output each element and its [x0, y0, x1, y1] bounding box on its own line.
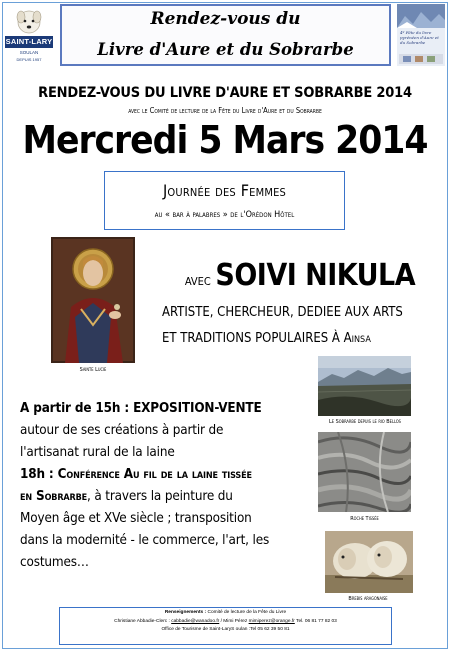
program-line-4 [20, 464, 316, 486]
guest-avec: avec [184, 270, 211, 289]
footer-label: Renseignements : [164, 610, 207, 615]
logo-subtext: SOULAN [19, 50, 39, 55]
footer-email-2[interactable]: mimiperez@orange.fr [248, 618, 295, 624]
program-line-6: Moyen âge et XVe siècle ; transposition [20, 511, 252, 526]
footer-line-2 [60, 618, 391, 627]
footer-line-1-rest: Comité de lecture de la Fête du Livre [206, 610, 287, 615]
footer-line-1 [60, 609, 391, 618]
saint-lary-logo [4, 7, 54, 65]
program-line-2: autour de ses créations à partir de [20, 423, 224, 438]
poster-thumbnail [397, 4, 445, 66]
footer-contact-2: / Mimi Pérez [219, 618, 249, 624]
guest-description-line-2: ET TRADITIONS POPULAIRES À Ainsa [162, 331, 371, 346]
sainte-lucie-painting [51, 237, 135, 363]
footer-email-1[interactable]: cabbadie@wanadoo.fr [171, 618, 220, 624]
program-line-5-rest: , à travers la peinture du [87, 489, 233, 504]
event-subheading: avec le Comité de lecture de la Fête du Livre d'Aure et du Sobrarbe [128, 106, 322, 115]
program-sobrarbe: en Sobrarbe [20, 489, 88, 504]
journee-title: Journée des Femmes [162, 181, 287, 200]
program-time-18h: 18h : [20, 467, 54, 482]
footer-contact-1: Christiane Abbadie-Clerc : [114, 618, 172, 624]
event-date: Mercredi 5 Mars 2014 [22, 118, 428, 163]
guest-description [162, 300, 450, 352]
program-line-1 [20, 398, 316, 420]
sobrarbe-landscape-photo [318, 356, 411, 416]
program-time-15h: A partir de 15h : [20, 401, 130, 416]
sobrarbe-photo-caption: Le Sobrarbe depuis le rio Bellos [329, 419, 401, 425]
guest-name-line [150, 258, 450, 293]
header [0, 0, 450, 69]
logo-text: SAINT-LARY [5, 37, 53, 46]
guest-description-line-1: ARTISTE, CHERCHEUR, DEDIEE AUX ARTS [162, 305, 403, 320]
title-banner [60, 4, 391, 66]
brebis-caption: Brebis aragonaise [348, 596, 388, 602]
brebis-photo [325, 531, 413, 593]
program-line-5 [20, 486, 316, 508]
dog-icon [12, 7, 46, 35]
guest-name: SOIVI NIKULA [215, 258, 416, 293]
program-line-7: dans la modernité - le commerce, l'art, les [20, 533, 270, 548]
footer-line-3: Office de Tourisme de Saint-LaryS oulan :Tel 05 62 39 50 81 [161, 627, 290, 632]
logo-since: DEPUIS 1957 [16, 57, 42, 62]
title-line-1: Rendez-vous du [150, 9, 301, 29]
sainte-lucie-caption: Sainte Lucie [79, 367, 107, 373]
title-line-2: Livre d'Aure et du Sobrarbe [97, 40, 354, 59]
program-expo: EXPOSITION-VENTE [129, 401, 262, 416]
footer-contact-box [59, 607, 392, 645]
program-text [20, 398, 316, 574]
journee-location: au « bar à palabres » de l'Orédon Hôtel [154, 210, 295, 220]
program-conference: Conférence Au fil de la laine tissée [53, 467, 252, 482]
roche-tissee-caption: Roche Tissée [350, 516, 379, 522]
roche-tissee-photo [318, 432, 411, 512]
event-heading: RENDEZ-VOUS DU LIVRE D'AURE ET SOBRARBE 2014 [38, 85, 412, 101]
journee-box [104, 171, 345, 230]
program-line-3: l'artisanat rural de la laine [20, 445, 175, 460]
program-line-8: costumes… [20, 555, 89, 570]
poster-thumbnail-caption: 4º Fête du livre pyrénéen d'Aure et du Sobrarbe [400, 30, 439, 45]
footer-phone: Tel. 06 81 77 82 03 [294, 618, 337, 624]
